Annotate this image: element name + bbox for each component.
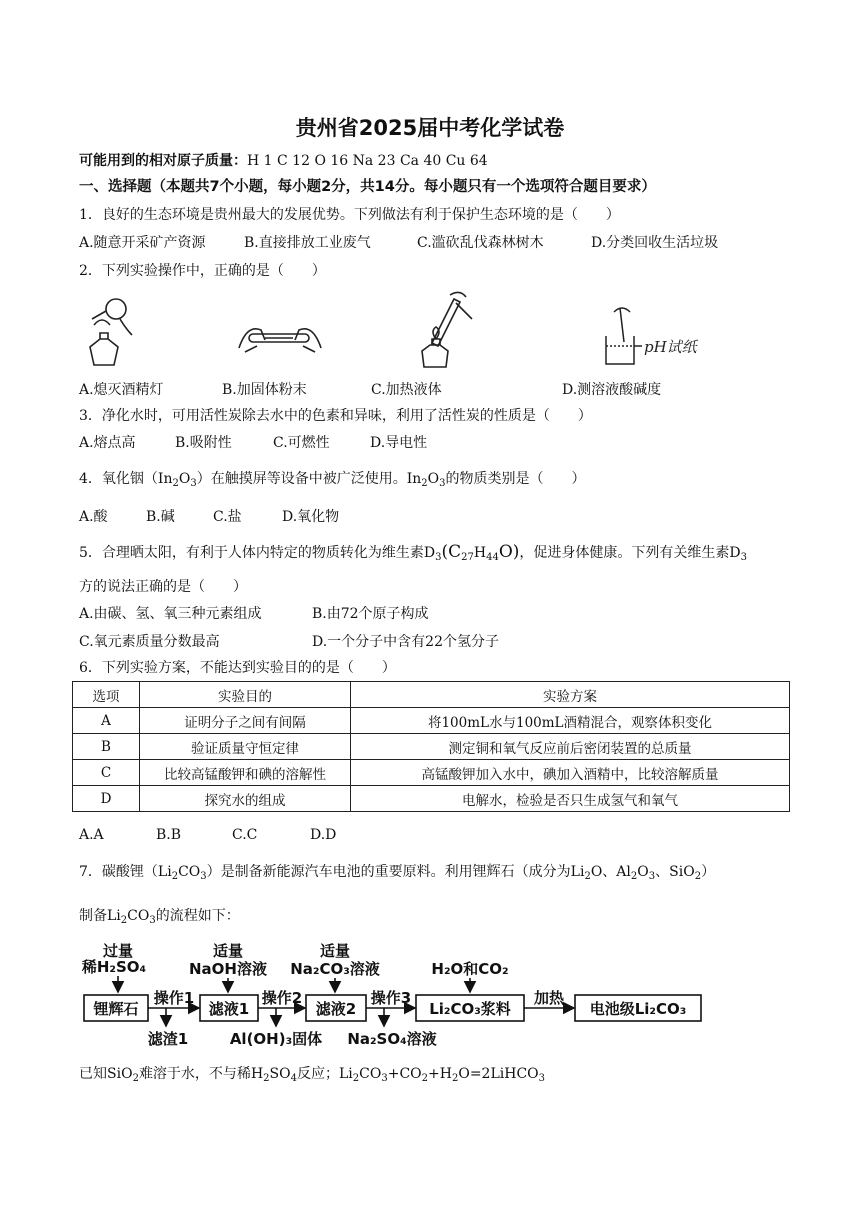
table-cell: 验证质量守恒定律 [140,734,351,760]
q5-stem-cont: 方的说法正确的是（ ） [79,579,247,595]
flow-heat: 加热 [533,989,565,1007]
flow-reagent2-top: 适量 [212,942,244,960]
q2-option-a: A.熄灭酒精灯 [79,382,164,398]
table-cell: 测定铜和氧气反应前后密闭装置的总质量 [351,734,790,760]
q5-option-c: C.氧元素质量分数最高 [79,634,220,650]
table-header-cell: 实验方案 [351,682,790,708]
table-row [73,786,790,812]
q6-option-d: D.D [310,827,337,843]
flow-reagent3-bottom: Na₂CO₃溶液 [290,960,380,978]
q2-stem: 2．下列实验操作中，正确的是（ ） [79,263,326,279]
table-cell: 比较高锰酸钾和碘的溶解性 [140,760,351,786]
flow-box2-label: 滤液1 [208,1000,250,1018]
flow-reagent1-bottom: 稀H₂SO₄ [81,958,147,976]
flow-box3-label: 滤液2 [315,1000,357,1018]
q6-table [72,681,790,812]
table-header-cell: 选项 [73,682,140,708]
atomic-mass-label: 可能用到的相对原子质量： [79,153,247,169]
add-powder-illustration [235,318,325,360]
atomic-mass-line [79,151,488,171]
q3-option-b: B.吸附性 [175,435,232,451]
q1-stem: 1．良好的生态环境是贵州最大的发展优势。下列做法有利于保护生态环境的是（ ） [79,207,620,223]
q7-stem: 7．碳酸锂$(Li_2CO_3)$是制备新能源汽车电池的重要原料。利用锂辉石（成分为$Li_2O$、$Al_2O_3$、SiO$_2$） [79,864,716,882]
q3-option-c: C.可燃性 [273,435,330,451]
table-row [73,760,790,786]
table-cell: A [73,708,140,734]
flow-box1-label: 锂辉石 [93,1000,139,1018]
table-cell: D [73,786,140,812]
q6-option-b: B.B [156,827,182,843]
flow-reagent1-top: 过量 [102,942,134,960]
q1-option-a: A.随意开采矿产资源 [79,235,206,251]
table-header-cell: 实验目的 [140,682,351,708]
process-flow-diagram [80,940,705,1050]
flow-reagent4: H₂O和CO₂ [431,960,509,978]
q6-stem: 6．下列实验方案，不能达到实验目的的是（ ） [79,660,396,676]
q2-option-d: D.测溶液酸碱度 [562,382,662,398]
q4-option-c: C.盐 [213,509,242,525]
table-cell: 将100mL水与100mL酒精混合，观察体积变化 [351,708,790,734]
q6-option-c: C.C [232,827,258,843]
q5-option-b: B.由72个原子构成 [312,606,429,622]
q5-stem: 5．合理晒太阳，有利于人体内特定的物质转化为维生素$D_3(C_{27}H_{44}O)$，促进身体健康。下列有关维生素$D_3$ [79,542,748,563]
q4-option-b: B.碱 [146,509,175,525]
q3-stem: 3．净化水时，可用活性炭除去水中的色素和异味，利用了活性炭的性质是（ ） [79,408,592,424]
heat-liquid-illustration [410,289,480,369]
flow-op1: 操作1 [153,989,195,1007]
section-heading: 一、选择题（本题共7个小题，每小题2分，共14分。每小题只有一个选项符合题目要求） [79,179,656,195]
flow-reagent3-top: 适量 [319,942,351,960]
table-row [73,708,790,734]
q4-option-a: A.酸 [79,509,108,525]
ph-test-illustration [600,306,720,368]
q7-known-info: 已知SiO$_2$难溶于水，不与稀$H_2SO_4$反应；$Li_2CO_3+CO_2+H_2O=2LiHCO_3$ [79,1066,546,1084]
q6-option-a: A.A [79,827,104,843]
q4-stem: 4．氧化铟$(In_2O_3)$在触摸屏等设备中被广泛使用。$In_2O_3$的物质类别是（ ） [79,471,586,489]
flow-box5-label: 电池级Li₂CO₃ [589,1000,687,1018]
table-cell: B [73,734,140,760]
table-cell: 证明分子之间有间隔 [140,708,351,734]
q2-option-b: B.加固体粉末 [222,382,307,398]
table-cell: 探究水的组成 [140,786,351,812]
atomic-mass-values: H 1 C 12 O 16 Na 23 Ca 40 Cu 64 [247,153,488,169]
flow-sodium-sulfate: Na₂SO₄溶液 [347,1030,437,1048]
q7-stem-line2: 制备$Li_2CO_3$的流程如下： [79,908,240,926]
flow-box4-label: Li₂CO₃浆料 [429,1000,511,1018]
q3-option-d: D.导电性 [370,435,428,451]
table-cell: 电解水，检验是否只生成氢气和氧气 [351,786,790,812]
q5-option-a: A.由碳、氢、氧三种元素组成 [79,606,262,622]
ph-paper-label: pH试纸 [644,338,697,356]
table-cell: 高锰酸钾加入水中，碘加入酒精中，比较溶解质量 [351,760,790,786]
q1-option-c: C.滥砍乱伐森林树木 [417,235,544,251]
extinguish-lamp-illustration [80,295,140,367]
table-cell: C [73,760,140,786]
q1-option-b: B.直接排放工业废气 [244,235,371,251]
flow-op3: 操作3 [370,989,412,1007]
table-header-row [73,682,790,708]
flow-residue1: 滤渣1 [147,1030,189,1048]
q4-option-d: D.氧化物 [282,509,340,525]
page-title: 贵州省2025届中考化学试卷 [295,116,565,140]
q1-option-d: D.分类回收生活垃圾 [591,235,719,251]
table-row [73,734,790,760]
flow-reagent2-bottom: NaOH溶液 [189,960,267,978]
q3-option-a: A.熔点高 [79,435,136,451]
flow-op2: 操作2 [261,989,303,1007]
q2-option-c: C.加热液体 [371,382,442,398]
q5-option-d: D.一个分子中含有22个氢分子 [312,634,499,650]
flow-aluminum-hydroxide: Al(OH)₃固体 [229,1030,323,1048]
